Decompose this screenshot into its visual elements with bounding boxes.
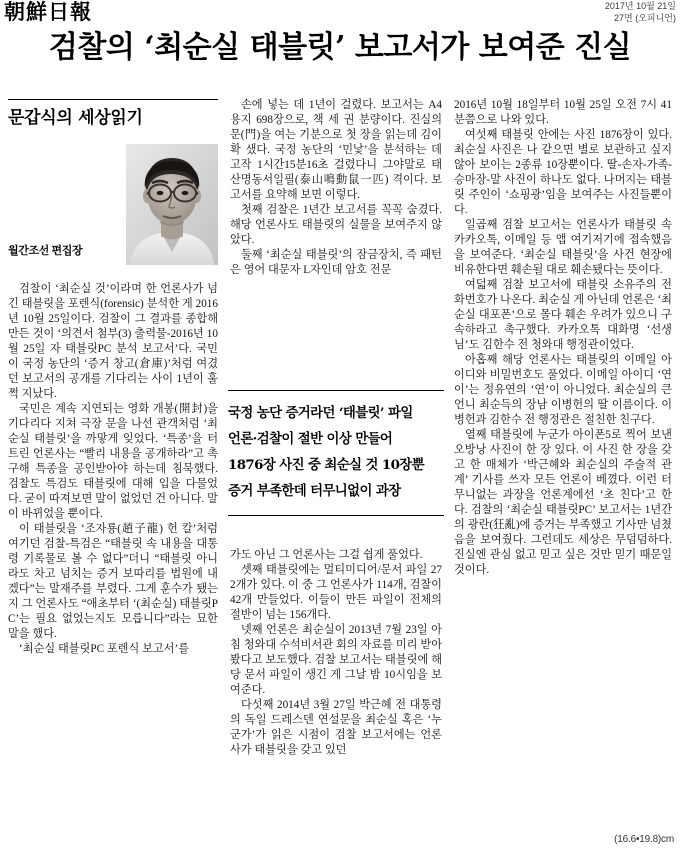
masthead-meta (605, 1, 676, 24)
paragraph: 다섯째 2014년 3월 27일 박근혜 전 대통령의 독일 드레스덴 연설문을 최순실 혹은 ‘누군가’가 읽은 시점이 검찰 보고서에는 언론사가 태블릿을 갖고 있던 (230, 699, 442, 756)
pull-quote-line: 언론·검찰이 절반 이상 만들어 (228, 431, 393, 447)
author-portrait-photo (126, 144, 218, 265)
paragraph: 셋째 태블릿에는 멀티미디어/문서 파일 272개가 있다. 이 중 그 언론사가 114개, 검찰이 42개 만들었다. 이들이 만든 파일이 전체의 절반이 넘는 156개다. (230, 564, 442, 621)
article-column-2-top (230, 98, 442, 278)
author-credit: 월간조선 편집장 (8, 245, 83, 257)
paragraph: 아홉째 해당 언론사는 태블릿의 이메일 아이디와 비밀번호도 풀었다. 이메일 아이디 ‘연이’는 정유연의 ‘연’이 아니었다. 최순실의 큰언니 최순득의 장남 이병헌의 딸 이름이다. 이병헌과 김한수 전 행정관은 절친한 친구다. (454, 354, 672, 426)
paragraph: 여섯째 태블릿 안에는 사진 1876장이 있다. 최순실 사진은 나 같으면 별로 보관하고 싶지 않아 보이는 2종류 10장뿐이다. 딸-손자-가족-승마장-말 사진이 하나도 없다. 나머지는 태블릿 주인이 ‘쇼핑광’임을 보여주는 사진들뿐이다. (454, 129, 672, 216)
paragraph: 가도 아닌 그 언론사는 그걸 쉽게 풀었다. (230, 549, 423, 561)
column-series-title-text: 문갑식의 세상읽기 (8, 108, 143, 128)
paragraph: 2016년 10월 18일부터 10월 25일 오전 7시 41분쯤으로 나와 있다. (454, 99, 672, 126)
article-dimensions-label: (16.6•19.8)cm (614, 834, 674, 845)
pull-quote-line: 국정 농단 증거라던 ‘태블릿’ 파일 (228, 405, 413, 421)
paragraph: 이 태블릿을 ‘조자룡(趙子龍) 헌 칼’처럼 여기던 검찰-특검은 “태블릿 속 내용을 대통령 기록물로 볼 수 없다”더니 “태블릿 아니라도 차고 넘치는 증거 보따리를 법원에 내겠다”는 말재주를 부렸다. 그게 훈수가 됐는지 그 언론사도 “애초부터 ‘(최순실) 태블릿PC’는 필요 없었는지도 모릅니다”라는 묘한 말을 했다. (8, 523, 218, 640)
article-column-1 (8, 282, 218, 657)
paragraph: 넷째 언론은 최순실이 2013년 7월 23일 아침 청와대 수석비서관 회의 자료를 미리 받아봤다고 보도했다. 검찰 보고서는 태블릿에 해당 문서 파일이 생긴 게 그날 밤 10시임을 보여준다. (230, 624, 442, 696)
paragraph: 둘째 ‘최순실 태블릿’의 잠금장치, 즉 패턴은 영어 대문자 L자인데 암호 전문 (230, 249, 442, 276)
paragraph: 국민은 계속 지연되는 영화 개봉(開封)을 기다리다 지쳐 극장 문을 나선 관객처럼 ‘최순실 태블릿’을 까맣게 잊었다. ‘특종’을 터트린 언론사는 “빨리 내용을 공개하라”고 촉구해 특종을 공인받아야 하는데 침묵했다. 검찰도 특검도 태블릿에 대해 입을 다물었다. 굳이 따져보면 말이 없었던 건 아니다. 말이 바뀌었을 뿐이다. (8, 403, 218, 520)
column-series-title (8, 107, 218, 129)
pull-quote (228, 390, 444, 516)
paragraph: 손에 넣는 데 1년이 걸렸다. 보고서는 A4 용지 698장으로, 책 세 권 분량이다. 진실의 문(門)을 여는 기분으로 첫 장을 읽는데 김이 확 샜다. 국정 농단의 ‘민낯’을 분석하는 데 고작 1시간15분16초 걸렸다니 그야말로 태산명동서일필(泰山鳴動鼠一匹) 격이다. 보고서를 요약해 보면 이렇다. (230, 99, 442, 201)
article-headline: 검찰의 ‘최순실 태블릿’ 보고서가 보여준 진실 (48, 30, 632, 65)
pull-quote-line: 1876장 사진 중 최순실 것 10장뿐 (228, 457, 424, 473)
publication-date: 2017년 10월 21일 (604, 1, 676, 11)
article-column-3 (454, 98, 672, 578)
pull-quote-line: 증거 부족한데 터무니없이 과장 (228, 483, 401, 499)
masthead (0, 0, 680, 26)
paragraph: 열째 태블릿에 누군가 아이폰5로 찍어 보낸 오방낭 사진이 한 장 있다. 이 사진 한 장을 갖고 한 매체가 ‘박근혜와 최순실의 주술적 관계’ 기사를 쓰자 모든 언론이 베꼈다. 이런 터무니없는 과장을 언론계에선 ‘초 친다’고 한다. 검찰의 ‘최순실 태블릿PC’ 보고서는 1년간의 광란(狂亂)에 증거는 부족했고 기사만 넘쳤음을 보여줬다. 그런데도 세상은 무덤덤하다. 진실엔 관심 없고 믿고 싶은 것만 믿기 때문일 것이다. (454, 429, 672, 576)
page-number-section: 27면 (오피니언) (614, 12, 676, 23)
newspaper-logo: 朝鮮日報 (4, 0, 92, 24)
paragraph: 여덟째 검찰 보고서에 태블릿 소유주의 전화번호가 나온다. 최순실 게 아닌데 언론은 ‘최순실 대포폰’으로 몰다 훼손 우려가 있으니 구속하라고 촉구했다. 카카오톡 대화명 ‘선생님’도 김한수 전 청와대 행정관이었다. (454, 279, 672, 351)
byline-divider (8, 99, 218, 100)
paragraph: 일곱째 검찰 보고서는 언론사가 태블릿 속 카카오톡, 이메일 등 앱 여기저기에 접속했음을 보여준다. ‘최순실 태블릿’을 사건 현장에 비유한다면 훼손될 대로 훼손됐다는 뜻이다. (454, 219, 672, 276)
paragraph: 검찰이 ‘최순실 것’이라며 한 언론사가 넘긴 태블릿을 포렌식(forensic) 분석한 게 2016년 10월 25일이다. 검찰이 그 결과를 종합해 만든 것이 ‘의견서 첨부(3) 출력물-2016년 10월 25일 자 태블릿PC 분석 보고서’다. 국민이 국정 농단의 ‘증거 창고(倉庫)’처럼 여겼던 보고서의 공개를 기다리는 사이 1년이 훌쩍 지났다. (8, 283, 218, 400)
paragraph: ‘최순실 태블릿PC 포렌식 보고서’를 (19, 643, 190, 655)
paragraph: 첫째 검찰은 1년간 보고서를 꼭꼭 숨겼다. 해당 언론사도 태블릿의 실물을 보여주지 않았다. (230, 204, 442, 246)
portrait-image (126, 144, 218, 265)
article-column-2-bottom (230, 548, 442, 758)
